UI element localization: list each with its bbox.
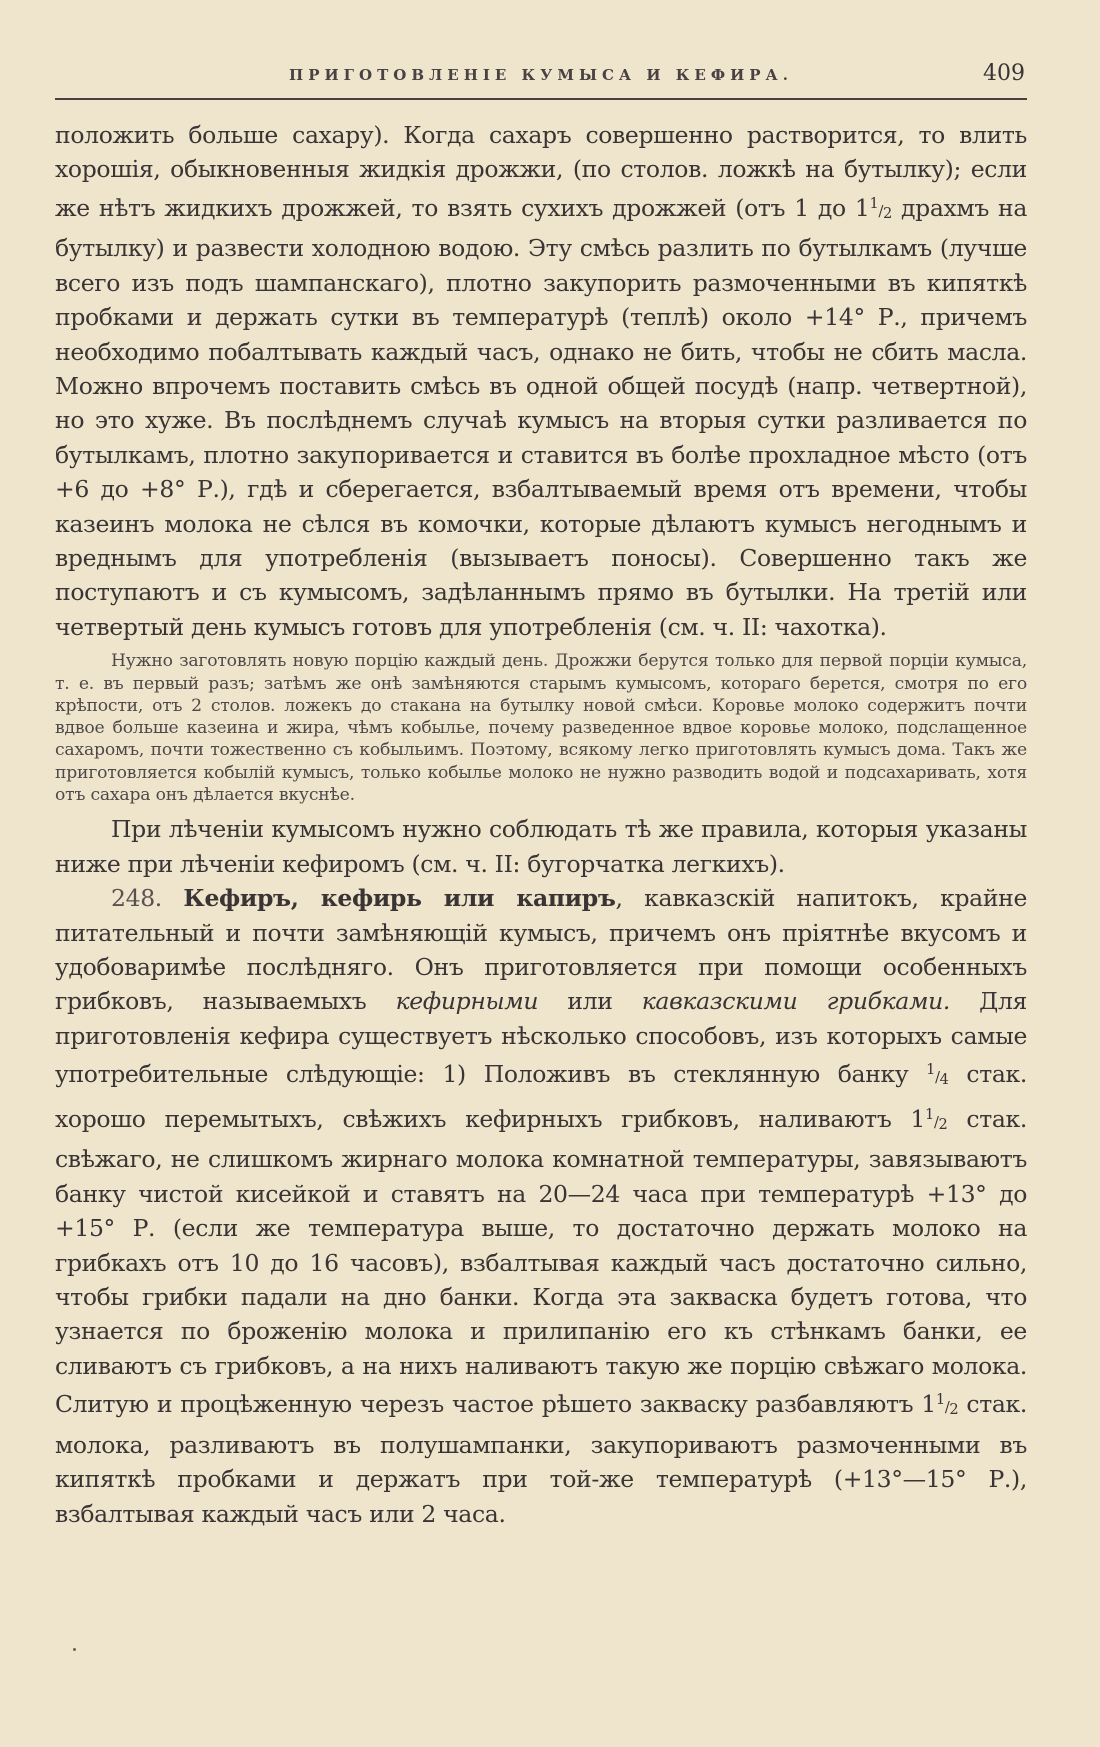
paragraph-text: или [538, 987, 642, 1016]
paragraph-kumys-treatment: При лѣченіи кумысомъ нужно соблюдать тѣ же правила, которыя указаны ниже при лѣченіи кефиромъ (см. ч. II: бугорчатка легкихъ). [55, 815, 1027, 878]
italic-term: кавказскими грибками. [641, 987, 950, 1016]
section-heading: Кефиръ, кефирь или капиръ [183, 884, 616, 913]
paragraph-text: Для приготовленія кефира существуетъ нѣсколько способовъ, изъ которыхъ самые употребительные слѣдующіе: 1) Положивъ въ стеклянную банку [55, 987, 1027, 1089]
paragraph-text: , кавказскій напитокъ, крайне питательный и почти замѣняющій кумысъ, причемъ онъ пріятнѣе вкусомъ и удобоваримѣе послѣдняго. Онъ приготовляется при помощи особенныхъ грибковъ, называемыхъ [55, 884, 1028, 1016]
fraction-half: 1/2 [925, 1105, 948, 1133]
small-print-note: Нужно заготовлять новую порцію каждый день. Дрожжи берутся только для первой порціи кумыса, т. е. въ первый разъ; затѣмъ же онѣ замѣняются старымъ кумысомъ, котораго берется, смотря по его крѣпости, отъ 2 столов. ложекъ до стакана на бутылку новой смѣси. Коровье молоко содержитъ почти вдвое больше казеина и жира, чѣмъ кобылье, почему разведенное вдвое коровье молоко, подслащенное сахаромъ, почти тожественно съ кобыльимъ. Поэтому, всякому легко приготовлять кумысъ дома. Такъ же приготовляется кобылій кумысъ, только кобылье молоко не нужно разводить водой и подсахаривать, хотя отъ сахара онъ дѣлается вкуснѣе. [55, 651, 1027, 806]
paragraph-text: стак. хорошо перемытыхъ, свѣжихъ кефирныхъ грибковъ, наливаютъ 1 [55, 1060, 1028, 1133]
paragraph-kumys-preparation [55, 118, 1027, 644]
italic-term: кефирными [395, 987, 539, 1016]
page-header [55, 58, 1027, 100]
paragraph-text: стак. свѣжаго, не слишкомъ жирнаго молока комнатной температуры, завязываютъ банку чистой кисейкой и ставятъ на 20—24 часа при температурѣ +13° до +15° Р. (если же температура выше, то достаточно держать молоко на грибкахъ отъ 10 до 16 часовъ), взбалтывая каждый часъ достаточно сильно, чтобы грибки падали на дно банки. Когда эта закваска будетъ готова, что узнается по броженію молока и прилипанію его къ стѣнкамъ банки, ее сливаютъ съ грибковъ, а на нихъ наливаютъ такую же порцію свѣжаго молока. Слитую и процѣженную черезъ частое рѣшето закваску разбавляютъ 1 [55, 1104, 1028, 1419]
fraction-half: 1/2 [935, 1391, 959, 1419]
fraction-half: 1/2 [869, 194, 892, 222]
running-head: ПРИГОТОВЛЕНІЕ КУМЫСА И КЕФИРА. [289, 66, 793, 84]
page-number: 409 [983, 61, 1025, 86]
paragraph-text: положить больше сахару). Когда сахаръ совершенно растворится, то влить хорошія, обыкновенныя жидкія дрожжи, (по столов. ложкѣ на бутылку); если же нѣтъ жидкихъ дрожжей, то взять сухихъ дрожжей (отъ 1 до 1 [55, 121, 1027, 222]
body-text [55, 118, 1027, 1531]
section-number: 248. [111, 884, 162, 913]
paragraph-text: драхмъ на бутылку) и развести холодною водою. Эту смѣсь разлить по бутылкамъ (лучше всего изъ подъ шампанскаго), плотно закупорить размоченными въ кипяткѣ пробками и держать сутки въ температурѣ (теплѣ) около +14° Р., причемъ необходимо побалтывать каждый часъ, однако не бить, чтобы не сбить масла. Можно впрочемъ поставить смѣсь въ одной общей посудѣ (напр. четвертной), но это хуже. Въ послѣднемъ случаѣ кумысъ на вторыя сутки разливается по бутылкамъ, плотно закупоривается и ставится въ болѣе прохладное мѣсто (отъ +6 до +8° Р.), гдѣ и сберегается, взбалтываемый время отъ времени, чтобы казеинъ молока не сѣлся въ комочки, которые дѣлаютъ кумысъ негоднымъ и вреднымъ для употребленія (вызываетъ поносы). Совершенно такъ же поступаютъ и съ кумысомъ, задѣланнымъ прямо въ бутылки. На третій или четвертый день кумысъ готовъ для употребленія (см. ч. II: чахотка). [55, 193, 1028, 641]
paragraph-text: стак. молока, разливаютъ въ полушампанки, закупориваютъ размоченными въ кипяткѣ пробками и держатъ при той-же температурѣ (+13°—15° Р.), взбалтывая каждый часъ или 2 часа. [55, 1390, 1027, 1528]
fraction-quarter: 1/4 [926, 1061, 949, 1089]
section-248-kefir [55, 881, 1027, 1531]
print-speck [73, 1648, 76, 1651]
